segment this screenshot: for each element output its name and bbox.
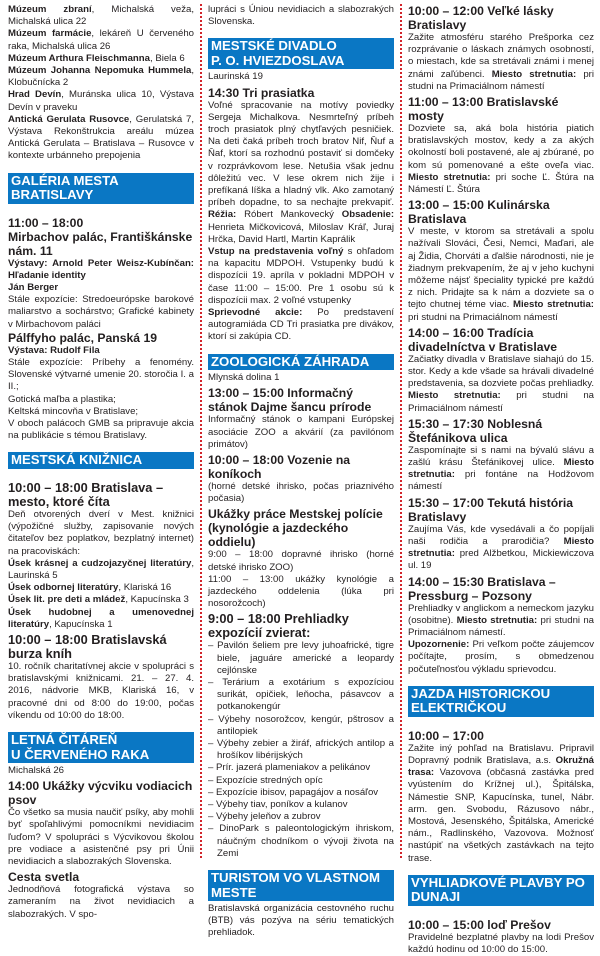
exhibit-list-item: – Výbehy nosorožcov, kengúr, pštrosov a antilopiek [208, 713, 394, 737]
exhibit-list-item: – Výbehy jeleňov a zubrov [208, 811, 321, 823]
event-desc: 10. ročník charitatívnej akcie v spolupráci s bratislavskými knižnicami. 21. – 27. 4. 2016, nádvorie MKB, Klariská 16, v pracovné dni od 8:00 do 19:00, počas víkendu od 10:00 do 18:00. [8, 661, 194, 721]
event-time: 10:00 – 17:00 [408, 728, 484, 743]
event-title: 10:00 – 18:00 Vozenie na koníkoch [208, 452, 351, 481]
exhibit-list-item: – Výbehy tiav, poníkov a kulanov [208, 799, 348, 811]
event-desc: Čo všetko sa musia naučiť psíky, aby mohli byť spoľahlivými pomocníkmi nevidiacim ľuďom? V spolupráci s Výcvikovou školou pre vodiace a asistenčné psy pri Únii nevidiacich a slabozrakých Slovenska. [8, 807, 194, 868]
section-header-gmb: GALÉRIA MESTA BRATISLAVY [8, 173, 194, 204]
exhibit-title: Výstavy: Arnold Peter Weisz-Kubínčan: Hľadanie identity [8, 257, 194, 281]
event-desc: (horné detské ihrisko, počas priaznivého počasia) [208, 480, 394, 505]
entry-info: Vstup na predstavenia voľný s ohľadom na kapacitu MDPOH. Vstupenky budú k dispozícii 19. apríla v pokladni MDPOH v čase 11:00 – 15:00. Pre 1 osobu sú k dispozícii max. 2 voľné vstupenky [208, 246, 394, 306]
section-header-tourists: TURISTOM VO VLASTNOM MESTE [208, 870, 394, 901]
event-desc: 9:00 – 18:00 dopravné ihrisko (horné detské ihrisko ZOO) [208, 549, 394, 573]
section-header-library: MESTSKÁ KNIŽNICA [8, 452, 194, 469]
event-title: 14:00 Ukážky výcviku vodiacich psov [8, 779, 193, 808]
tour-desc: Zaspomínajte si s nami na bývalú slávu a zašlú krásu Štefánikovej ulice. Miesto stretnutia: pri fontáne na Hodžovom námestí [408, 444, 595, 493]
section-header-theatre: MESTSKÉ DIVADLO P. O. HVIEZDOSLAVA [208, 38, 394, 69]
exhibit-title: Výstava: Rudolf Fila [8, 344, 100, 356]
tour-title: 10:00 – 12:00 Veľké lásky Bratislavy [408, 4, 554, 32]
exhibit-list-item: – Výbehy zebier a žiráf, afrických antilop a hrošíkov libérijských [208, 738, 394, 762]
permanent-exhibits: Stále expozície: Stredoeurópske barokové maliarstvo a sochárstvo; Grafické kabinety v Mirbachovom paláci [8, 294, 194, 330]
permanent-exhibits: Keltská mincovňa v Bratislave; [8, 405, 139, 417]
column-1 [8, 0, 195, 920]
warning-note: Upozornenie: Pri veľkom počte záujemcov počítajte, prosím, s obmedzenou počuteľnosťou výkladu sprievodcu. [408, 639, 594, 675]
tour-desc: Dozviete sa, aká bola história piatich bratislavských mostov, kedy a za akých okolností boli postavené, ale aj zbúrané, po kom sú pomenované a ešte oveľa viac. Miesto stretnutia: pri soche Ľ. Štúra na Námestí Ľ. Štúra [408, 123, 594, 196]
permanent-exhibits: Gotická maľba a plastika; [8, 393, 116, 405]
event-title: 13:00 – 15:00 Informačný stánok Dajme šancu prírode [208, 386, 372, 415]
section-intro: Bratislavská organizácia cestovného ruchu (BTB) vás pozýva na sériu tematických prehliadok. [208, 903, 394, 939]
venue-address: Laurinská 19 [208, 71, 263, 83]
side-events: Sprievodné akcie: Po predstavení autogramiáda CD Tri prasiatka pre divákov, ktorí si zakúpia CD. [208, 307, 394, 343]
section-header-tram: JAZDA HISTORICKOU ELEKTRIČKOU [408, 686, 594, 717]
exhibit-list-item: – Expozície ibisov, papagájov a nosáľov [208, 786, 379, 798]
event-title: 9:00 – 18:00 Prehliadky expozícií zvierat: [208, 611, 349, 641]
museum-item: Múzeum Johanna Nepomuka Hummela, Klobučnícka 2 [8, 65, 194, 89]
exhibit-list-item: – Pavilón šeliem pre levy juhoafrické, tigre biele, jaguáre americké a leopardy cejlónske [208, 640, 394, 676]
event-desc: Informačný stánok o kampani Európskej asociácie ZOO a akvárií (za pavilónom primátov) [208, 414, 394, 450]
exhibit-list-item: – DinoPark s paleontologickým ihriskom, náučným chodníkom o vývoji života na Zemi [208, 823, 394, 859]
event-title: 14:30 Tri prasiatka [208, 85, 315, 100]
column-divider [400, 4, 402, 858]
library-branch: Úsek krásnej a cudzojazyčnej literatúry, Laurinská 5 [8, 557, 194, 581]
event-title: 10:00 – 18:00 Bratislavská burza kníh [8, 632, 167, 662]
event-time: 11:00 – 18:00 [8, 215, 84, 230]
tour-desc: V meste, v ktorom sa stretávali a spolu nažívali Slováci, Česi, Nemci, Maďari, ale aj Židia, Chorváti a ďalšie národnosti, nie je žiadnym prekvapením, že aj v jeho kuchyni môžeme nájsť špeciality typické pre každú z nich. Pridajte sa k nám a dozviete sa o tejto chutnej téme viac. Miesto stretnutia: pri studni na Primaciálnom námestí [408, 226, 594, 323]
tour-title: 11:00 – 13:00 Bratislavské mosty [408, 95, 559, 124]
exhibit-list-item: – Expozície stredných opíc [208, 774, 323, 786]
tour-title: 14:00 – 16:00 Tradícia divadelníctva v Bratislave [408, 325, 558, 354]
tour-desc: Prehliadky v anglickom a nemeckom jazyku (osobitne). Miesto stretnutia: pri studni na Primaciálnom námestí. [408, 602, 595, 638]
tour-title: 13:00 – 15:00 Kulinárska Bratislava [408, 198, 550, 227]
event-desc: Pravidelné bezplatné plavby na lodi Prešov každú hodinu od 10:00 do 15:00. [408, 931, 594, 955]
venue-title: Mirbachov palác, Františkánske nám. 11 [8, 229, 193, 258]
tour-title: 15:30 – 17:00 Tekutá história Bratislavy [408, 495, 574, 524]
tour-desc: Začiatky divadla v Bratislave siahajú do 15. stor. Kedy a kde všade sa hrávali divadelné predstavenia, sa dozviete počas prehliadky. Miesto stretnutia: pri studni na Primaciálnom námestí [408, 353, 594, 414]
continued-text: lupráci s Úniou nevidiacich a slabozrakých Slovenska. [208, 4, 394, 28]
event-title: 10:00 – 18:00 Bratislava – mesto, ktoré číta [8, 479, 164, 509]
event-title: Cesta svetla [8, 870, 80, 885]
event-title: 10:00 – 15:00 loď Prešov [408, 917, 551, 932]
column-2 [208, 0, 395, 939]
exhibit-list-item: – Prír. jazerá plameniakov a pelikánov [208, 762, 371, 774]
tour-desc: Zažite atmosféru starého Prešporka cez rozprávanie o láskach známych osobností, o miestach, kde sa stretávali známi i menej známi zaľúbenci. Miesto stretnutia: pri studni na Primaciálnom námestí [408, 32, 594, 92]
venue-address: Mlynská dolina 1 [208, 372, 280, 384]
permanent-exhibits: Stále expozície: Príbehy a fenomény. Slovenské výtvarné umenie 20. storočia I. a II.; [8, 357, 194, 393]
section-header-reading-room: LETNÁ ČITÁREŇ U ČERVENÉHO RAKA [8, 732, 194, 763]
event-desc: Deň otvorených dverí v Mest. knižnici (výpožičné služby, zapisovanie nových čitateľov bez poplatkov, bezplatný internet) na pracoviskách: [8, 508, 194, 557]
column-3 [408, 0, 595, 955]
museum-item: Antická Gerulata Rusovce, Gerulatská 7, Výstava Rekonštrukcia areálu múzea Antická Gerulata – Bratislava – Rusovce v kontexte urbánneho prepojenia [8, 113, 195, 162]
event-title: Ukážky práce Mestskej polície (kynológie a jazdeckého oddielu) [208, 507, 383, 550]
library-branch: Úsek lit. pre deti a mládež, Kapucínska 3 [8, 594, 189, 606]
event-desc: Zažite iný pohľad na Bratislavu. Pripravil Dopravný podnik Bratislava, a.s. Okružná trasa: Vazovova (občasná zastávka pred vyústením do Krížnej ul.), Špitálska, Námestie SNP, Kapucínska, tunel, Nábr. arm. gen. Svobodu, Rázusovo nábr., Mostová, Jesenského, Špitálska, Americké nám., Radlinského, Vazovova. Možnosť nastúpiť na všetkých zastávkach na tejto trase. [408, 742, 595, 864]
event-desc: 11:00 – 13:00 ukážky kynológie a jazdeckého oddelenia (lúka pri nosorožcoch) [208, 573, 394, 610]
exhibit-list-item: – Terárium a exotárium s expozíciou surikát, opičiek, leňocha, pásavcov a potkanokengúr [208, 677, 394, 713]
exhibit-title: Ján Berger [8, 282, 59, 294]
event-desc: Jednodňová fotografická výstava so zameraním na život nevidiacich a slabozrakých. V spo- [8, 884, 194, 920]
venue-address: Michalská 26 [8, 765, 64, 777]
section-header-zoo: ZOOLOGICKÁ ZÁHRADA [208, 354, 394, 371]
event-desc: Voľné spracovanie na motívy poviedky Sergeja Michalkova. Nesmrteľný príbeh troch prasiatok plný chytľavých pesničiek. Na deti čaká príbeh troch bratov Nif, Ňuf a Ňaf, ktorí sa rozhodnú postaviť si domčeky v rozprávkovom lese. Netušia však jednu dôležitú vec. V lese okrem nich žije i prefíkaná líška a hladný vlk. Ako zamotaný príbeh dopadne, to sa nechajte prekvapiť. Réžia: Róbert Mankovecký Obsadenie: Henrieta Mičkovicová, Miloslav Kráľ, Juraj Hrčka, David Hartl, Martin Kaprálik [208, 99, 395, 245]
section-header-cruise: VYHLIADKOVÉ PLAVBY PO DUNAJI [408, 875, 594, 906]
tour-title: 15:30 – 17:30 Noblesná Štefánikova ulica [408, 416, 543, 445]
tour-desc: Zaujíma Vás, kde vysedávali a čo popíjali naši rodičia a prarodičia? Miesto stretnutia: pred Alžbetkou, Mickiewiczova ul. 19 [408, 523, 595, 572]
library-branch: Úsek hudobnej a umenovednej literatúry, Kapucínska 1 [8, 606, 194, 630]
museum-item: Múzeum Arthura Fleischmanna, Biela 6 [8, 52, 185, 64]
column-divider [200, 4, 202, 858]
tour-title: 14:00 – 15:30 Bratislava – Pressburg – Pozsony [408, 574, 556, 603]
library-branch: Úsek odbornej literatúry, Klariská 16 [8, 582, 172, 594]
gmb-note: V oboch palácoch GMB sa pripravuje akcia na publikácie s témou Bratislavy. [8, 418, 194, 442]
museum-item: Hrad Devín, Muránska ulica 10, Výstava Devín v praveku [8, 89, 194, 113]
museum-item: Múzeum farmácie, lekáreň U červeného raka, Michalská ulica 26 [8, 28, 194, 52]
museum-item: Múzeum zbraní, Michalská veža, Michalská ulica 22 [8, 4, 194, 28]
venue-title: Pálffyho palác, Panská 19 [8, 330, 158, 345]
